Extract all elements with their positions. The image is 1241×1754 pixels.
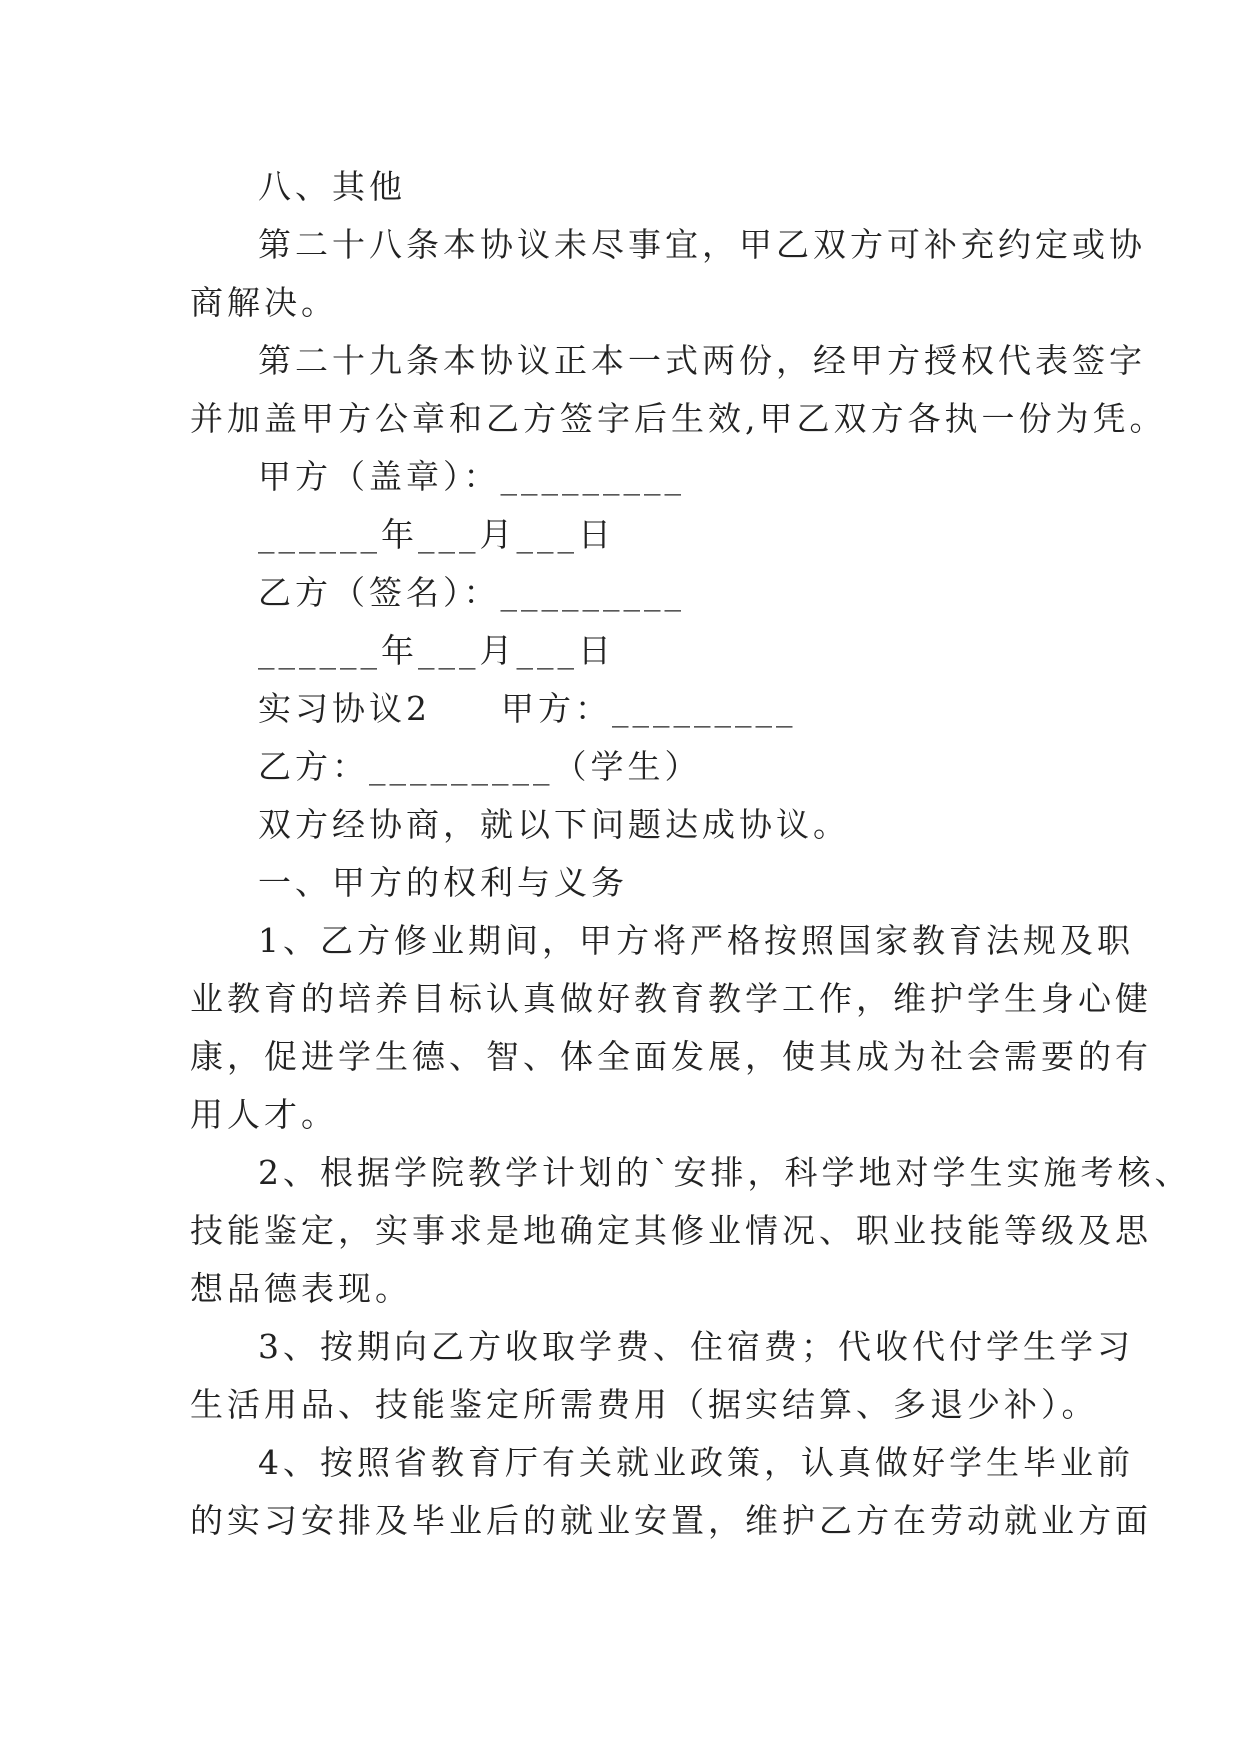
- party-b-field: 乙方：_________（学生）: [258, 747, 702, 786]
- section-heading: 八、其他: [258, 167, 406, 206]
- date-field: ______年___月___日: [258, 515, 615, 554]
- paragraph-line: 技能鉴定，实事求是地确定其修业情况、职业技能等级及思: [190, 1211, 1152, 1250]
- paragraph-line: 的实习安排及毕业后的就业安置，维护乙方在劳动就业方面: [190, 1501, 1152, 1540]
- paragraph-line: 商解决。: [190, 283, 338, 322]
- document-body: [190, 158, 1192, 1550]
- party-b-signature-field: 乙方（签名）：_________: [258, 573, 685, 612]
- paragraph-line: 业教育的培养目标认真做好教育教学工作，维护学生身心健: [190, 979, 1152, 1018]
- section-heading: 一、甲方的权利与义务: [258, 863, 628, 902]
- paragraph-line: 1、乙方修业期间，甲方将严格按照国家教育法规及职: [258, 921, 1134, 960]
- date-field: ______年___月___日: [258, 631, 615, 670]
- paragraph-line: 第二十八条本协议未尽事宜，甲乙双方可补充约定或协: [258, 225, 1146, 264]
- agreement-title-line: [190, 680, 1058, 738]
- paragraph-line: 生活用品、技能鉴定所需费用（据实结算、多退少补）。: [190, 1385, 1099, 1424]
- paragraph-line: 用人才。: [190, 1095, 338, 1134]
- paragraph-line: 2、根据学院教学计划的`安排，科学地对学生实施考核、: [258, 1153, 1192, 1192]
- paragraph-line: 康，促进学生德、智、体全面发展，使其成为社会需要的有: [190, 1037, 1152, 1076]
- party-a-seal-field: 甲方（盖章）：_________: [258, 457, 685, 496]
- paragraph-line: 4、按照省教育厅有关就业政策，认真做好学生毕业前: [258, 1443, 1134, 1482]
- paragraph-line: 第二十九条本协议正本一式两份，经甲方授权代表签字: [258, 341, 1146, 380]
- paragraph-line: 双方经协商，就以下问题达成协议。: [258, 805, 850, 844]
- party-a-field: 甲方：_________: [501, 689, 797, 728]
- paragraph-line: 想品德表现。: [190, 1269, 412, 1308]
- agreement-title: 实习协议2: [258, 689, 431, 728]
- paragraph-line: 并加盖甲方公章和乙方签字后生效,甲乙双方各执一份为凭。: [190, 399, 1167, 438]
- paragraph-line: 3、按期向乙方收取学费、住宿费；代收代付学生学习: [258, 1327, 1134, 1366]
